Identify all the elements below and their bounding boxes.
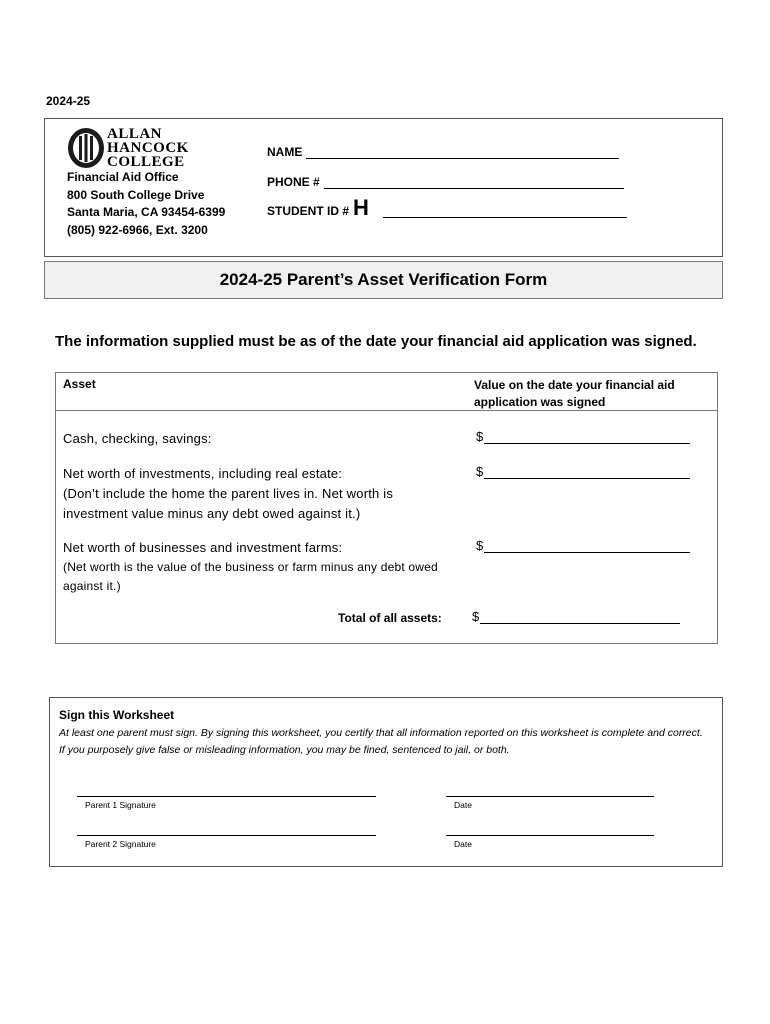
student-id-label: STUDENT ID # [267,204,350,218]
investments-value-field[interactable] [476,464,690,479]
office-phone: (805) 922-6966, Ext. 3200 [67,222,208,237]
name-field[interactable] [306,144,619,159]
total-assets-label: Total of all assets: [338,611,442,625]
signature-certification-text: At least one parent must sign. By signing this worksheet, you certify that all information reported on this worksheet is complete and correct. If you purposely give false or misleading information, you may be fined, sentenced to jail, or both. [59,727,703,756]
asset-row-investments-label [63,464,443,524]
college-seal-icon [67,127,105,169]
cash-label-text: Cash, checking, savings: [63,431,212,446]
signature-section-title: Sign this Worksheet [59,708,175,722]
business-value-field[interactable] [476,538,690,553]
office-street: 800 South College Drive [67,187,205,202]
logo-line-3: COLLEGE [107,154,185,170]
parent2-signature-line[interactable] [77,835,376,836]
total-value-blank[interactable] [480,611,680,624]
instruction-line: The information supplied must be as of the date your financial aid application was signed. [55,333,697,350]
business-label-text: Net worth of businesses and investment farms: [63,540,343,555]
header-divider [56,410,717,411]
phone-label: PHONE # [267,175,320,189]
asset-row-cash-label [63,429,212,449]
student-id-field[interactable] [383,203,627,218]
total-assets-field[interactable] [472,609,680,624]
name-label: NAME [267,145,303,159]
dollar-sign: $ [476,429,484,444]
parent1-signature-line[interactable] [77,796,376,797]
logo-line-2: HANCOCK [107,140,189,156]
cash-value-blank[interactable] [484,431,690,444]
phone-field[interactable] [324,174,624,189]
signature-section [49,697,723,867]
date1-caption: Date [454,800,472,810]
form-title: 2024-25 Parent’s Asset Verification Form [219,270,548,289]
value-column-header: Value on the date your financial aid application was signed [474,378,675,409]
asset-row-business-label [63,538,443,596]
date2-caption: Date [454,839,472,849]
asset-column-header: Asset [63,377,96,391]
college-logo [67,127,201,171]
dollar-sign: $ [476,464,484,479]
parent1-signature-caption: Parent 1 Signature [85,800,156,810]
header-section [44,118,723,257]
business-value-blank[interactable] [484,540,690,553]
investments-value-blank[interactable] [484,466,690,479]
student-id-field-row [267,195,627,220]
office-city: Santa Maria, CA 93454-6399 [67,205,226,219]
investments-note: (Don’t include the home the parent lives in. Net worth is investment value minus any debt owed against it.) [63,486,394,521]
cash-value-field[interactable] [476,429,690,444]
name-field-row [267,144,619,159]
parent2-signature-caption: Parent 2 Signature [85,839,156,849]
phone-field-row [267,174,624,189]
logo-line-1: ALLAN [107,126,163,142]
dollar-sign: $ [472,609,480,624]
document-year: 2024-25 [46,94,91,108]
investments-label-text: Net worth of investments, including real estate: [63,466,343,481]
date1-line[interactable] [446,796,654,797]
form-title-bar [44,261,723,299]
office-name: Financial Aid Office [67,170,179,184]
asset-table [55,372,718,644]
office-address [67,169,225,239]
business-note: (Net worth is the value of the business or farm minus any debt owed against it.) [63,560,438,593]
dollar-sign: $ [476,538,484,553]
date2-line[interactable] [446,835,654,836]
student-id-prefix: H [353,195,369,220]
